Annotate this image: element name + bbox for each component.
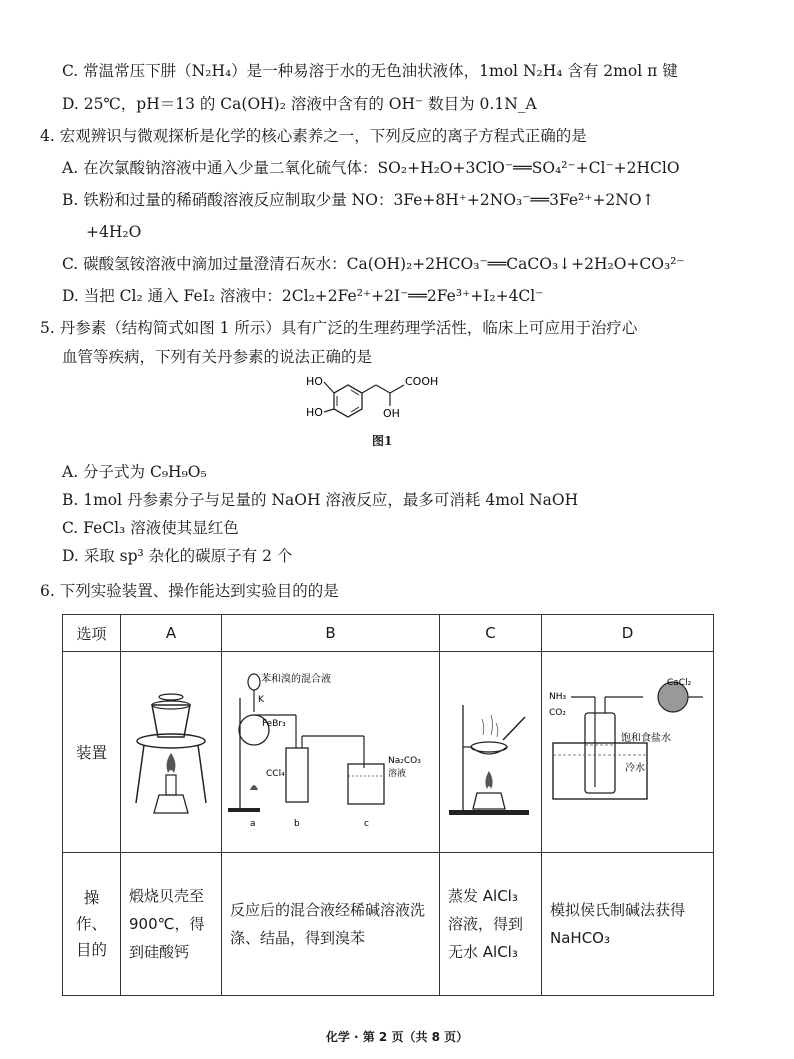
struct-ho-top: HO [306, 375, 323, 388]
label-b-soln: 溶液 [387, 768, 406, 779]
label-b-na2co3: Na₂CO₃ [387, 755, 421, 766]
danshensu-structure [296, 368, 466, 438]
table-header-row [63, 615, 714, 652]
label-d-nh3: NH₃ [548, 692, 566, 702]
operation-b: 反应后的混合液经稀碱溶液洗涤、结晶，得到溴苯 [222, 853, 440, 996]
struct-oh: OH [383, 407, 400, 420]
operation-d: 模拟侯氏制碱法获得 NaHCO₃ [542, 853, 714, 996]
q5-stem-2: 血管等疾病，下列有关丹参素的说法正确的是 [62, 348, 373, 366]
header-option: 选项 [63, 615, 121, 652]
label-d-brine: 饱和食盐水 [620, 733, 671, 744]
operation-a: 煅烧贝壳至900℃，得到硅酸钙 [121, 853, 222, 996]
label-b-ccl4: CCl₄ [265, 768, 285, 779]
apparatus-a [121, 652, 222, 853]
label-b-a: a [249, 818, 256, 829]
header-b: B [222, 615, 440, 652]
operation-c: 蒸发 AlCl₃ 溶液，得到无水 AlCl₃ [440, 853, 542, 996]
q5-option-c: C. FeCl₃ 溶液使其显红色 [62, 519, 239, 537]
struct-ho-bottom: HO [306, 406, 323, 419]
evaporation-dish-diagram [443, 675, 538, 825]
operation-row [63, 853, 714, 996]
q3-option-d: D. 25℃，pH＝13 的 Ca(OH)₂ 溶液中含有的 OH⁻ 数目为 0.1N_A [62, 95, 537, 113]
q5-option-b: B. 1mol 丹参素分子与足量的 NaOH 溶液反应，最多可消耗 4mol NaOH [62, 491, 579, 509]
page-footer: 化学 · 第 2 页（共 8 页） [325, 1030, 469, 1044]
header-d: D [542, 615, 714, 652]
q3-option-c: C. 常温常压下肼（N₂H₄）是一种易溶于水的无色油状液体，1mol N₂H₄ 含有 2mol π 键 [62, 62, 678, 80]
label-b-febr3: FeBr₃ [261, 718, 286, 729]
q5-stem-1: 5. 丹参素（结构简式如图 1 所示）具有广泛的生理药理学活性，临床上可应用于治疗心 [40, 319, 638, 337]
experiment-table [62, 614, 714, 996]
q4-option-c: C. 碳酸氢铵溶液中滴加过量澄清石灰水：Ca(OH)₂+2HCO₃⁻══CaCO₃↓+2H₂O+CO₃²⁻ [62, 255, 685, 273]
q4-option-b: B. 铁粉和过量的稀硝酸溶液反应制取少量 NO：3Fe+8H⁺+2NO₃⁻══3Fe²⁺+2NO↑ [62, 191, 655, 209]
q4-stem: 4. 宏观辨识与微观探析是化学的核心素养之一，下列反应的离子方程式正确的是 [40, 127, 587, 145]
figure-caption: 图1 [372, 434, 393, 448]
q4-option-b-cont: +4H₂O [86, 223, 142, 241]
crucible-burner-diagram [124, 675, 219, 825]
q6-stem: 6. 下列实验装置、操作能达到实验目的的是 [40, 582, 339, 600]
label-b-c: c [363, 818, 369, 829]
label-d-cacl2: CaCl₂ [666, 678, 691, 688]
q4-option-d: D. 当把 Cl₂ 通入 FeI₂ 溶液中：2Cl₂+2Fe²⁺+2I⁻══2Fe³⁺+I₂+4Cl⁻ [62, 287, 544, 305]
q4-option-a: A. 在次氯酸钠溶液中通入少量二氧化硫气体：SO₂+H₂O+3ClO⁻══SO₄²⁻+Cl⁻+2HClO [62, 159, 680, 177]
apparatus-c [440, 652, 542, 853]
header-a: A [121, 615, 222, 652]
apparatus-row [63, 652, 714, 853]
operation-label: 操作、目的 [63, 853, 121, 996]
apparatus-d [542, 652, 714, 853]
q5-option-d: D. 采取 sp³ 杂化的碳原子有 2 个 [62, 547, 293, 565]
label-d-co2: CO₂ [548, 708, 566, 718]
label-b-k: K [257, 694, 264, 705]
header-c: C [440, 615, 542, 652]
hou-process-diagram [543, 675, 713, 825]
apparatus-label: 装置 [63, 652, 121, 853]
struct-cooh: COOH [405, 375, 439, 388]
apparatus-b [222, 652, 440, 853]
q5-option-a: A. 分子式为 C₉H₉O₅ [62, 463, 207, 481]
label-d-cold: 冷水 [624, 763, 645, 774]
label-b-mix: 苯和溴的混合液 [260, 673, 331, 685]
label-b-b: b [293, 818, 300, 829]
bromobenzene-setup-diagram [226, 668, 436, 833]
